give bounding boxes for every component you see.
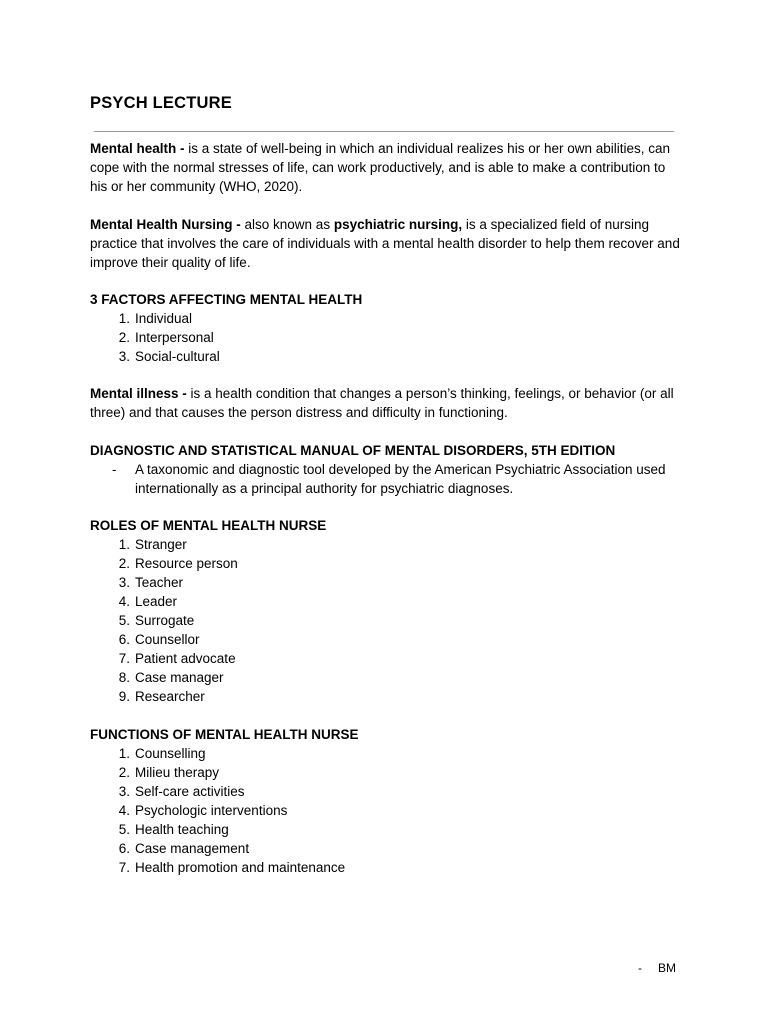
mental-health-definition xyxy=(90,139,680,196)
list-item xyxy=(90,668,680,687)
list-item xyxy=(90,611,680,630)
list-item-text: Psychologic interventions xyxy=(135,803,288,818)
list-item xyxy=(90,554,680,573)
list-item-text: Patient advocate xyxy=(135,651,236,666)
mental-illness-definition xyxy=(90,384,680,422)
list-item-number: 3. xyxy=(118,575,130,590)
list-item-number: 3. xyxy=(118,784,130,799)
mental-health-nursing-definition xyxy=(90,215,680,272)
list-item-number: 2. xyxy=(118,330,130,345)
list-item-text: A taxonomic and diagnostic tool developed by the American Psychiatric Association used internationally as a principal authority for psychiatric diagnoses. xyxy=(135,462,666,496)
term-psychiatric-nursing: psychiatric nursing, xyxy=(333,217,463,232)
list-item xyxy=(90,763,680,782)
list-item-number: 7. xyxy=(118,860,130,875)
list-item-text: Resource person xyxy=(135,556,238,571)
list-item-text: Individual xyxy=(135,311,193,326)
roles-heading: ROLES OF MENTAL HEALTH NURSE xyxy=(90,518,327,533)
list-item-text: Health promotion and maintenance xyxy=(135,860,346,875)
list-item-number: 5. xyxy=(118,613,130,628)
list-item-number: 8. xyxy=(118,670,130,685)
list-item-number: 7. xyxy=(118,651,130,666)
list-item-number: 5. xyxy=(118,822,130,837)
list-item-number: 4. xyxy=(118,594,130,609)
list-item-text: Milieu therapy xyxy=(135,765,220,780)
list-item-number: 1. xyxy=(118,311,130,326)
footer-initials: BM xyxy=(658,961,676,975)
list-item-text: Researcher xyxy=(135,689,205,704)
functions-heading: FUNCTIONS OF MENTAL HEALTH NURSE xyxy=(90,727,359,742)
list-item-number: 6. xyxy=(118,632,130,647)
list-item-number: 1. xyxy=(118,537,130,552)
list-item-text: Case management xyxy=(135,841,250,856)
list-item xyxy=(90,801,680,820)
list-item-text: Teacher xyxy=(135,575,184,590)
factors-list xyxy=(90,309,680,366)
list-item-number: 6. xyxy=(118,841,130,856)
definition-text: also known as xyxy=(244,217,334,232)
dsm-list xyxy=(90,460,680,498)
footer-dash: - xyxy=(638,961,642,975)
term-mental-illness: Mental illness - xyxy=(90,386,191,401)
factors-heading: 3 FACTORS AFFECTING MENTAL HEALTH xyxy=(90,292,363,307)
definition-text: is a state of well-being in which an individual realizes his or her own abilities, can cope with the normal stresses of life, can work productively, and is able to make a contribution to his or her community (WHO, 2020). xyxy=(90,141,671,194)
list-item-text: Case manager xyxy=(135,670,224,685)
list-item-text: Leader xyxy=(135,594,178,609)
list-item xyxy=(90,858,680,877)
list-item xyxy=(90,744,680,763)
list-item-text: Interpersonal xyxy=(135,330,214,345)
list-item xyxy=(90,573,680,592)
list-item-number: 4. xyxy=(118,803,130,818)
list-item xyxy=(90,535,680,554)
list-item xyxy=(90,649,680,668)
dsm-heading: DIAGNOSTIC AND STATISTICAL MANUAL OF MENTAL DISORDERS, 5TH EDITION xyxy=(90,443,616,458)
list-item-number: 9. xyxy=(118,689,130,704)
term-mental-health-nursing: Mental Health Nursing - xyxy=(90,217,245,232)
list-item-number: 1. xyxy=(118,746,130,761)
list-item-text: Surrogate xyxy=(135,613,195,628)
list-item-text: Self-care activities xyxy=(135,784,245,799)
list-item-text: Social-cultural xyxy=(135,349,220,364)
list-item xyxy=(90,839,680,858)
term-mental-health: Mental health - xyxy=(90,141,189,156)
list-item xyxy=(90,687,680,706)
list-item xyxy=(90,782,680,801)
title-divider xyxy=(94,131,674,132)
list-item xyxy=(90,328,680,347)
list-item-text: Counsellor xyxy=(135,632,200,647)
list-item xyxy=(90,460,680,498)
list-item-number: 3. xyxy=(118,349,130,364)
list-item-text: Counselling xyxy=(135,746,206,761)
definition-text: is a specialized field of nursing practice that involves the care of individuals with a mental health disorder to help them recover and improve their quality of life. xyxy=(90,217,680,270)
list-item xyxy=(90,630,680,649)
list-item-number: 2. xyxy=(118,556,130,571)
list-item-text: Health teaching xyxy=(135,822,229,837)
definition-text: is a health condition that changes a person’s thinking, feelings, or behavior (or all three) and that causes the person distress and difficulty in functioning. xyxy=(90,386,674,420)
list-item-number: 2. xyxy=(118,765,130,780)
list-item xyxy=(90,347,680,366)
page-footer xyxy=(638,959,676,978)
functions-list xyxy=(90,744,680,877)
list-item xyxy=(90,309,680,328)
list-item xyxy=(90,592,680,611)
list-item-bullet: - xyxy=(112,462,117,477)
list-item xyxy=(90,820,680,839)
list-item-text: Stranger xyxy=(135,537,187,552)
roles-list xyxy=(90,535,680,706)
document-title: PSYCH LECTURE xyxy=(90,94,232,112)
document-page xyxy=(90,92,680,877)
